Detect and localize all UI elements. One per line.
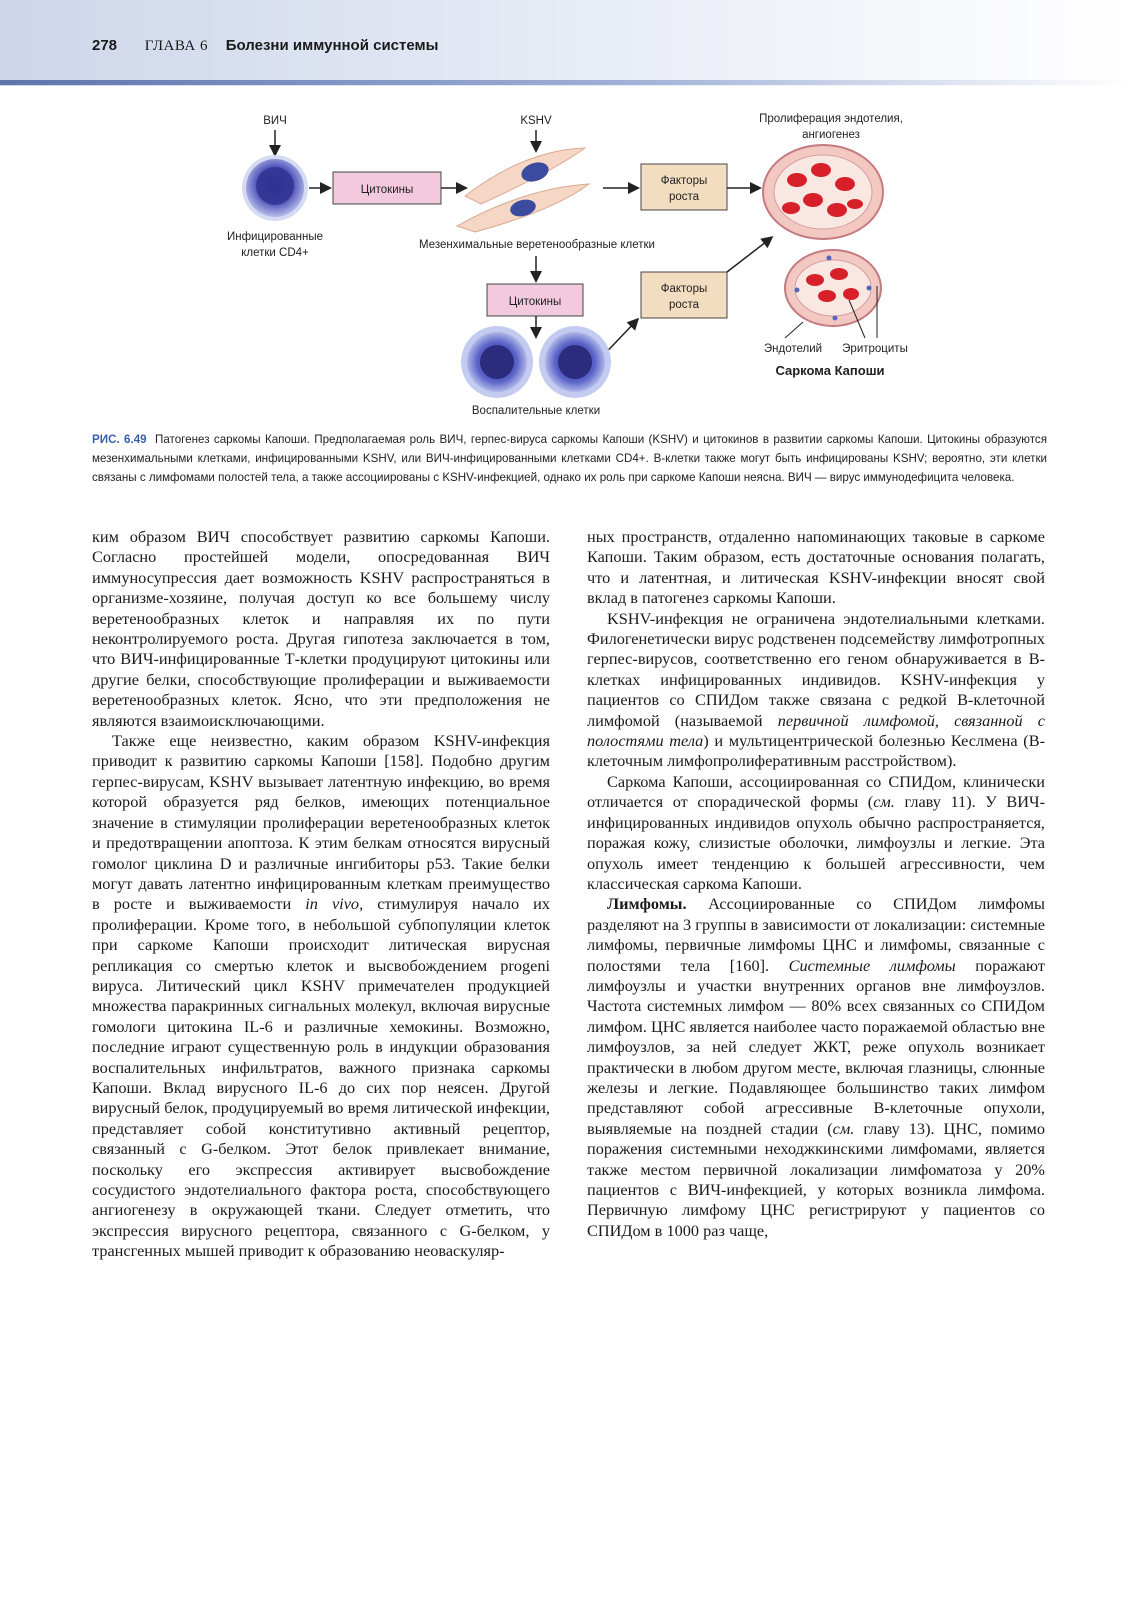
italic-run: см.: [873, 792, 895, 812]
inflammatory-cells-icon: [461, 326, 611, 398]
text-column-right: [587, 527, 1045, 1241]
italic-run: первичной лимфомой, связанной с полостями тела: [587, 710, 1045, 751]
paragraph: [587, 772, 1045, 894]
chapter-label: ГЛАВА 6: [144, 38, 208, 54]
growth-factors-1-line2: роста: [668, 191, 700, 203]
text-run: главу 13). ЦНС, помимо поражения системными неходжкинскими лимфомами, является также местом первичной локализации лимфоматоза у 20% пациентов с ВИЧ-инфекцией, у которых возникла лимфома. Первичную лимфому ЦНС регистрируют у пациентов со СПИДом в 1000 раз чаще,: [587, 1118, 1045, 1240]
italic-run: Системные лимфомы: [788, 955, 956, 975]
paragraph: [92, 731, 550, 1262]
header-rule: [0, 80, 1131, 85]
paragraph: ных пространств, отдаленно напоминающих таковые в саркоме Капоши. Таким образом, есть достаточные основания полагать, что и латентная, и литическая KSHV-инфекции вносят свой вклад в патогенез саркомы Капоши.: [587, 527, 1045, 608]
growth-factors-box-1: [641, 164, 727, 210]
blood-vessel-icon: [763, 145, 883, 239]
kaposi-pathogenesis-figure: [225, 100, 925, 430]
cytokines-label-1: Цитокины: [360, 184, 414, 196]
running-head: [92, 37, 438, 55]
cd4-label-line1: Инфицированные: [226, 231, 324, 243]
kshv-label: KSHV: [520, 115, 552, 127]
italic-run: in vivo,: [305, 894, 364, 914]
chapter-title: Болезни иммунной системы: [225, 37, 439, 54]
proliferation-label-line2: ангиогенез: [802, 129, 860, 141]
erythrocytes-label: Эритроциты: [842, 343, 908, 355]
text-run: KSHV-инфекция не ограничена эндотелиальными клетками. Филогенетически вирус родственен подсемейству лимфотропных герпес-вирусов, соответственно его геном обнаруживается в В-клетках инфицированных индивидов. KSHV-инфекция у пациентов со СПИДом также связана с редкой В-клеточной лимфомой (называемой: [587, 608, 1045, 730]
figure-label: РИС. 6.49: [92, 433, 147, 446]
proliferation-label-line1: Пролиферация эндотелия,: [759, 113, 903, 125]
text-run: ) и мультицентрической болезнью Кеслмена (В-клеточным лимфопролиферативным расстройством).: [587, 731, 1045, 771]
text-run: стимулируя начало их пролиферации. Кроме того, в небольшой субпопуляции клеток при саркоме Капоши происходит литическая вирусная репликация со смертью клеток и высвобождением progeni вируса. Литический цикл KSHV примечателен продукцией множества паракринных сигнальных молекул, включая вирусные гомологи цитокина IL-6 и различные хемокины. Возможно, последние играют существенную роль в индукции образования воспалительных инфильтратов, важного признака саркомы Капоши. Вклад вирусного IL-6 до сих пор неясен. Другой вирусный белок, продуцируемый во время литической инфекции, представляет собой конститутивно активный рецептор, связанный с G-белком. Этот белок привлекает внимание, поскольку его экспрессия активирует высвобождение сосудистого эндотелиального фактора роста, способствующего ангиогенезу в окружающей ткани. Следует отметить, что экспрессия вирусного рецептора, связанного с G-белком, у трансгенных мышей приводит к образованию неоваскуляр-: [92, 894, 550, 1261]
text-run: главу 11). У ВИЧ-инфицированных индивидов опухоль обычно распространяется, поражая кожу, слизистые оболочки, лимфоузлы и легкие. Эта опухоль имеет тенденцию к большей агрессивности, чем классическая саркома Капоши.: [587, 792, 1045, 893]
growth-factors-box-2: [641, 272, 727, 318]
paragraph: ким образом ВИЧ способствует развитию саркомы Капоши. Согласно простейшей модели, опосредованная ВИЧ иммуносупрессия дает возможность KSHV распространяться в организме-хозяине, получая доступ ко все большему числу веретенообразных клеток и направляя их по пути неконтролируемого роста. Другая гипотеза заключается в том, что ВИЧ-инфицированные Т-клетки продуцируют цитокины или другие белки, способствующие пролиферации и выживаемости веретенообразных клеток. Ясно, что эти предположения не являются взаимоисключающими.: [92, 527, 550, 730]
section-heading: Лимфомы.: [607, 894, 687, 914]
page-number: 278: [92, 37, 118, 54]
mesenchymal-label: Мезенхимальные веретенообразные клетки: [419, 239, 655, 251]
growth-factors-1-line1: Факторы: [660, 175, 708, 187]
text-column-left: [92, 527, 550, 1262]
spindle-cells-icon: [457, 148, 589, 232]
inflammatory-label: Воспалительные клетки: [471, 405, 601, 417]
growth-factors-2-line1: Факторы: [660, 283, 708, 295]
blood-vessel-cross-section-icon: [785, 250, 881, 326]
cd4-label-line2: клетки CD4+: [241, 247, 309, 259]
growth-to-vessel-arrow-2: [727, 238, 771, 272]
endothelium-label: Эндотелий: [763, 343, 823, 355]
hiv-label: ВИЧ: [263, 115, 287, 127]
cytokines-label-2: Цитокины: [508, 296, 562, 308]
kaposi-label: Саркома Капоши: [775, 363, 885, 378]
paragraph: [587, 894, 1045, 1241]
text-run: поражают лимфоузлы и участки внутренних органов вне лимфоузлов. Частота системных лимфом — 80% всех связанных со СПИДом лимфом. ЦНС является наиболее часто поражаемой областью вне лимфоузлов, за ней следует ЖКТ, реже опухоль возникает практически в любом другом месте, включая глазницы, слюнные железы и легкие. Подавляющее большинство таких лимфом представляют собой агрессивные В-клеточные опухоли, выявляемые на поздней стадии (: [587, 955, 1045, 1138]
paragraph: [587, 609, 1045, 772]
cd4-cell-icon: [242, 155, 308, 221]
caption-text: Патогенез саркомы Капоши. Предполагаемая роль ВИЧ, герпес-вируса саркомы Капоши (KSHV) и цитокинов в развитии саркомы Капоши. Цитокины образуются мезенхимальными клетками, инфицированными KSHV, или ВИЧ-инфицированными клетками CD4+. В-клетки также могут быть инфицированы KSHV; вероятно, эти клетки связаны с лимфомами полостей тела, а также ассоциированы с KSHV-инфекцией, однако их роль при саркоме Капоши неясна. ВИЧ — вирус иммунодефицита человека.: [92, 433, 1047, 484]
growth-factors-2-line2: роста: [668, 299, 700, 311]
endothelium-pointer: [785, 322, 803, 338]
figure-caption: [92, 430, 1047, 487]
italic-run: см.: [832, 1118, 855, 1138]
text-run: Саркома Капоши, ассоциированная со СПИДом, клинически отличается от спорадической формы (: [587, 771, 1045, 812]
text-run: Также еще неизвестно, каким образом KSHV-инфекция приводит к развитию саркомы Капоши [158]. Подобно другим герпес-вирусам, KSHV вызывает латентную инфекцию, во время которой образуется ряд белков, имеющих потенциальное значение в стимуляции пролиферации веретенообразных клеток и предотвращении апоптоза. К этим белкам относятся вирусный гомолог циклина D и различные ингибиторы р53. Такие белки могут давать латентно инфицированным клеткам преимущество в росте и выживаемости: [92, 731, 550, 914]
text-run: Ассоциированные со СПИДом лимфомы разделяют на 3 группы в зависимости от локализации: системные лимфомы, первичные лимфомы ЦНС и лимфомы, связанные с полостями тела [160].: [587, 894, 1045, 975]
